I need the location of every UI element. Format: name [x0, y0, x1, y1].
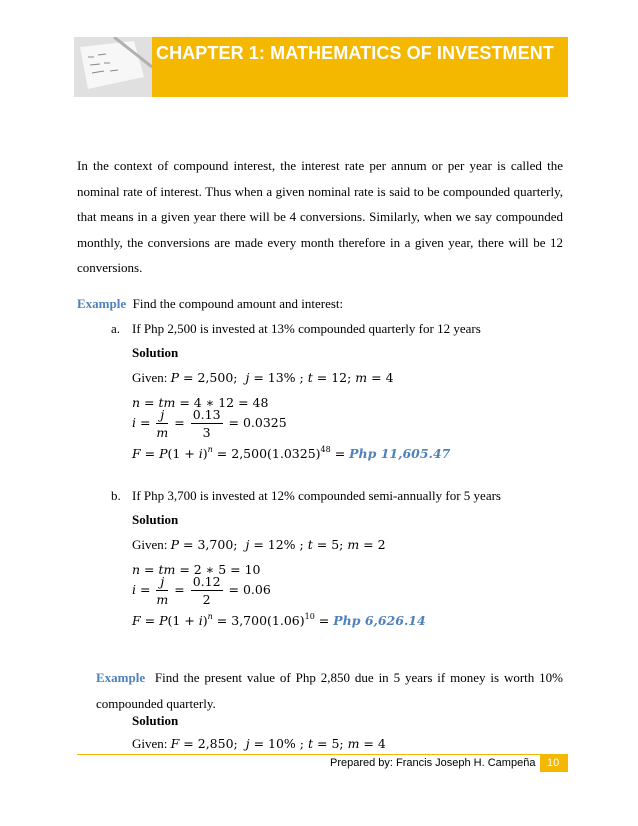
part-a-i-equation: i = $\frac{j}{m}$ = $\frac{0.13}{3}$ = 0.0325 [132, 407, 287, 440]
given-m: 4 [377, 736, 386, 751]
notebook-pencil-icon [74, 37, 152, 97]
given-j: 10% [268, 736, 296, 751]
part-a-n-equation: n = tm = 4 ∗ 12 = 48 [132, 395, 269, 410]
given-f: 2,850 [197, 736, 234, 751]
part-b-given: Given: P = 3,700; j = 12% ; t = 5; m = 2 [132, 537, 386, 552]
given-p: 3,700 [197, 537, 234, 552]
intro-paragraph: In the context of compound interest, the interest rate per annum or per year is called the nominal rate of interest. Thus when a given nominal rate is said to be compounded quarterly, that means in a given year there will be 4 conversions. Similarly, when we say compounded monthly, the conversions are made every month therefore in a given year, there will be 12 conversions. [77, 158, 563, 276]
page-number: 10 [547, 757, 560, 769]
example2-solution: Solution [132, 713, 179, 728]
given-p: 2,500 [197, 370, 234, 385]
example2-label: Example [96, 670, 146, 685]
n-calc: 4 ∗ 12 = 48 [193, 395, 269, 410]
footer-divider [77, 754, 568, 755]
part-b-text: If Php 3,700 is invested at 12% compounded semi-annually for 5 years [132, 488, 501, 503]
f-calc: 3,700(1.06) [231, 613, 305, 628]
frac-num: 0.13 [192, 407, 221, 422]
part-a-given: Given: P = 2,500; j = 13% ; t = 12; m = 4 [132, 370, 394, 385]
given-m: 4 [385, 370, 394, 385]
given-label: Given: [132, 537, 168, 552]
part-b-i-equation: i = $\frac{j}{m}$ = $\frac{0.12}{2}$ = 0.06 [132, 574, 271, 607]
f-exp: 10 [304, 612, 315, 621]
example1-heading [77, 296, 343, 312]
given-label: Given: [132, 370, 168, 385]
i-value: 0.06 [242, 582, 271, 597]
f-exp: 48 [320, 445, 331, 454]
part-a-f-equation: $F = P(1 + i)^n = 2,500(1.0325)^{48}$ = Php 11,605.47 [132, 445, 451, 461]
f-calc: 2,500(1.0325) [231, 446, 321, 461]
example1-prompt: Find the compound amount and interest: [132, 296, 344, 311]
part-a-marker: a. [111, 321, 121, 336]
given-label: Given: [132, 736, 168, 751]
part-b-marker: b. [111, 488, 121, 503]
part-a-solution: Solution [132, 345, 179, 360]
example2-paragraph [96, 665, 563, 716]
frac-num: 0.12 [192, 574, 221, 589]
chapter-title: CHAPTER 1: MATHEMATICS OF INVESTMENT [156, 43, 554, 63]
part-b-f-equation: $F = P(1 + i)^n = 3,700(1.06)^{10}$ = Php 6,626.14 [132, 612, 426, 628]
given-m: 2 [377, 537, 386, 552]
given-t: 12 [331, 370, 348, 385]
footer-credit: Prepared by: Francis Joseph H. Campeña [330, 757, 536, 769]
part-b-n-equation: n = tm = 2 ∗ 5 = 10 [132, 562, 261, 577]
part-a-answer: Php 11,605.47 [349, 446, 451, 461]
example1-label: Example [77, 296, 127, 311]
n-calc: 2 ∗ 5 = 10 [193, 562, 261, 577]
part-b-answer: Php 6,626.14 [333, 613, 426, 628]
given-j: 12% [267, 537, 296, 552]
i-value: 0.0325 [242, 415, 287, 430]
part-b-solution: Solution [132, 512, 179, 527]
part-a-text: If Php 2,500 is invested at 13% compounded quarterly for 12 years [132, 321, 481, 336]
frac-den: 2 [202, 592, 211, 607]
example2-given: Given: F = 2,850; j = 10% ; t = 5; m = 4 [132, 736, 386, 751]
frac-den: 3 [202, 425, 211, 440]
given-j: 13% [267, 370, 296, 385]
example2-text: Find the present value of Php 2,850 due in 5 years if money is worth 10% compounded quarterly. [96, 670, 564, 711]
header-photo [74, 37, 152, 97]
given-t: 5 [331, 537, 340, 552]
given-t: 5 [331, 736, 340, 751]
